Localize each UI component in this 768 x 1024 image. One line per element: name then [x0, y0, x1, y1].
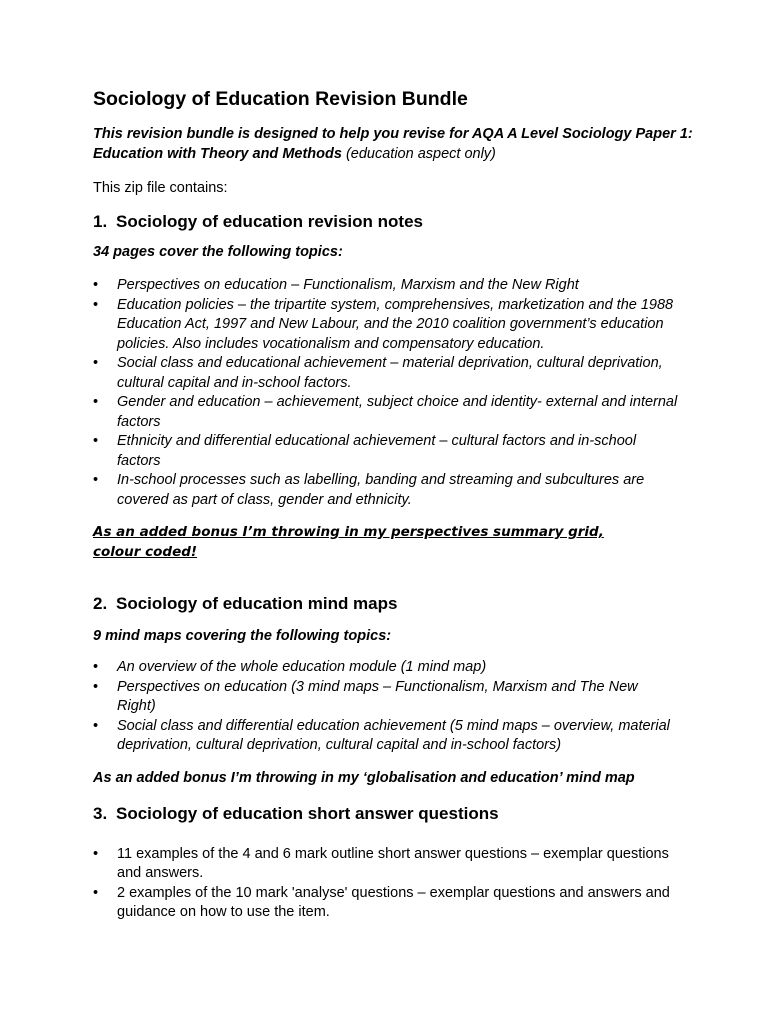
bullet-icon: • — [93, 394, 99, 410]
list-item: • Education policies – the tripartite system, comprehensives, marketization and the 1988 Education Act, 1997 and New Labour, and the 2010 coalition government’s education policies. Also includes vocationalism and compensatory education. — [93, 296, 674, 352]
zip-contents-text: This zip file contains: — [93, 180, 228, 196]
section-1-bonus-note: As an added bonus I’m throwing in my perspectives summary grid, colour coded! — [93, 524, 604, 560]
section-2-topic-list — [93, 658, 678, 756]
section-number: 3. — [93, 803, 108, 823]
bullet-icon: • — [93, 277, 99, 293]
list-item: • 11 examples of the 4 and 6 mark outline short answer questions – exemplar questions and answers. — [93, 845, 669, 881]
section-3-heading — [93, 802, 768, 826]
list-item: • Perspectives on education – Functionalism, Marxism and the New Right — [93, 276, 678, 296]
section-2-heading — [93, 592, 768, 616]
bullet-icon: • — [93, 355, 99, 371]
bullet-icon: • — [93, 433, 99, 449]
list-item: • Ethnicity and differential educational achievement – cultural factors and in-school factors — [93, 433, 637, 469]
list-item: • Gender and education – achievement, subject choice and identity- external and internal factors — [93, 394, 678, 430]
section-1-subheading: 34 pages cover the following topics: — [93, 244, 343, 260]
section-1-heading — [93, 210, 768, 234]
section-3-list — [93, 845, 678, 923]
bullet-icon: • — [93, 678, 99, 695]
section-2-subheading: 9 mind maps covering the following topics: — [93, 628, 392, 644]
section-title: Sociology of education revision notes — [116, 212, 423, 231]
section-number: 2. — [93, 594, 108, 613]
bullet-icon: • — [93, 659, 99, 675]
section-number: 1. — [93, 212, 108, 231]
bullet-icon: • — [93, 884, 99, 901]
list-item: • Perspectives on education (3 mind maps – Functionalism, Marxism and The New Right) — [93, 678, 638, 714]
section-title: Sociology of education short answer questions — [116, 803, 499, 823]
section-1-topic-list — [93, 276, 678, 510]
list-item: • Social class and differential education achievement (5 mind maps – overview, material deprivation, cultural deprivation, cultural capital and in-school factors) — [93, 717, 670, 753]
list-item: • 2 examples of the 10 mark 'analyse' questions – exemplar questions and answers and guidance on how to use the item. — [93, 884, 670, 920]
intro-italic-text: (education aspect only) — [341, 146, 496, 162]
document-title: Sociology of Education Revision Bundle — [93, 88, 468, 110]
intro-paragraph — [93, 124, 693, 164]
list-item: • An overview of the whole education module (1 mind map) — [93, 658, 678, 678]
intro-bold-text: This revision bundle is designed to help you revise for AQA A Level Sociology Paper 1: Education with Theory and Methods — [93, 126, 693, 162]
section-title: Sociology of education mind maps — [116, 594, 398, 613]
section-2-bonus-note: As an added bonus I’m throwing in my ‘globalisation and education’ mind map — [93, 769, 635, 786]
list-item: • Social class and educational achievement – material deprivation, cultural deprivation, cultural capital and in-school factors. — [93, 355, 663, 391]
list-item: • In-school processes such as labelling, banding and streaming and subcultures are covered as part of class, gender and ethnicity. — [93, 472, 645, 508]
bullet-icon: • — [93, 296, 99, 313]
bullet-icon: • — [93, 845, 99, 862]
bullet-icon: • — [93, 472, 99, 488]
bullet-icon: • — [93, 717, 99, 734]
